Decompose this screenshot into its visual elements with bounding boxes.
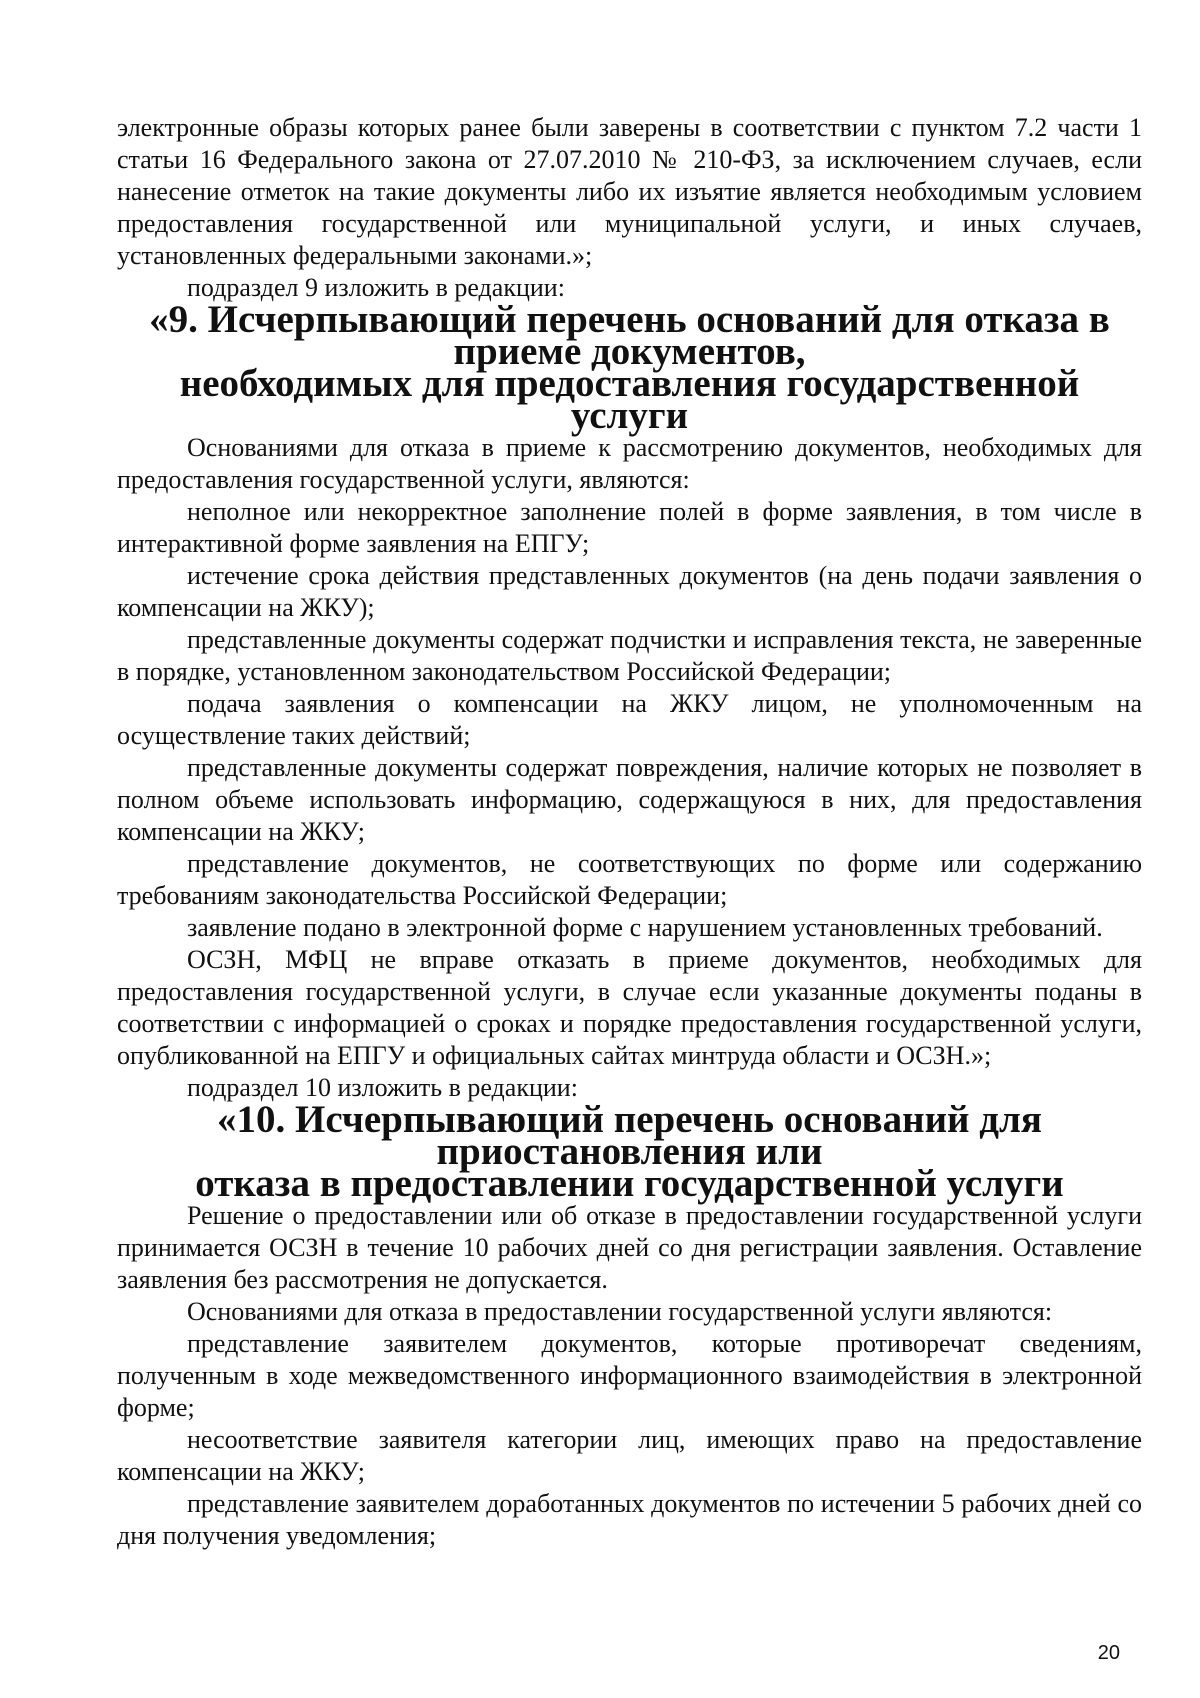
- heading-line: необходимых для предоставления государственной услуги: [179, 362, 1080, 437]
- section-heading-9: [117, 298, 1142, 437]
- paragraph: представленные документы содержат подчистки и исправления текста, не заверенные в порядке, установленном законодательством Российской Федерации;: [117, 625, 1142, 686]
- paragraph: несоответствие заявителя категории лиц, имеющих право на предоставление компенсации на ЖКУ;: [117, 1425, 1142, 1486]
- section-heading-10: [117, 1098, 1142, 1205]
- heading-line: «10. Исчерпывающий перечень оснований для приостановления или: [217, 1098, 1042, 1173]
- paragraph: подраздел 9 изложить в редакции:: [187, 273, 565, 302]
- paragraph: неполное или некорректное заполнение полей в форме заявления, в том числе в интерактивной форме заявления на ЕПГУ;: [117, 497, 1142, 558]
- paragraph: представление документов, не соответствующих по форме или содержанию требованиям законодательства Российской Федерации;: [117, 849, 1142, 910]
- paragraph: ОСЗН, МФЦ не вправе отказать в приеме документов, необходимых для предоставления государственной услуги, в случае если указанные документы поданы в соответствии с информацией о сроках и порядке предоставления государственной услуги, опубликованной на ЕПГУ и официальных сайтах минтруда области и ОСЗН.»;: [117, 945, 1142, 1070]
- document-body: [117, 112, 1142, 1552]
- paragraph: заявление подано в электронной форме с нарушением установленных требований.: [187, 913, 1103, 942]
- paragraph: представленные документы содержат повреждения, наличие которых не позволяет в полном объеме использовать информацию, содержащуюся в них, для предоставления компенсации на ЖКУ;: [117, 753, 1142, 846]
- paragraph: подраздел 10 изложить в редакции:: [187, 1073, 578, 1102]
- heading-line: «9. Исчерпывающий перечень оснований для отказа в приеме документов,: [149, 298, 1110, 373]
- paragraph: представление заявителем доработанных документов по истечении 5 рабочих дней со дня получения уведомления;: [117, 1489, 1142, 1550]
- paragraph: Основаниями для отказа в предоставлении государственной услуги являются:: [187, 1297, 1053, 1326]
- paragraph: электронные образы которых ранее были заверены в соответствии с пунктом 7.2 части 1 статьи 16 Федерального закона от 27.07.2010 № 210-ФЗ, за исключением случаев, если нанесение отметок на такие документы либо их изъятие является необходимым условием предоставления государственной или муниципальной услуги, и иных случаев, установленных федеральными законами.»;: [117, 113, 1142, 270]
- paragraph: представление заявителем документов, которые противоречат сведениям, полученным в ходе межведомственного информационного взаимодействия в электронной форме;: [117, 1329, 1142, 1422]
- paragraph: истечение срока действия представленных документов (на день подачи заявления о компенсации на ЖКУ);: [117, 561, 1142, 622]
- heading-line: отказа в предоставлении государственной услуги: [195, 1162, 1064, 1205]
- page-number: 20: [1097, 1642, 1120, 1664]
- paragraph: Решение о предоставлении или об отказе в предоставлении государственной услуги принимается ОСЗН в течение 10 рабочих дней со дня регистрации заявления. Оставление заявления без рассмотрения не допускается.: [117, 1201, 1142, 1294]
- paragraph: подача заявления о компенсации на ЖКУ лицом, не уполномоченным на осуществление таких действий;: [117, 689, 1142, 750]
- paragraph: Основаниями для отказа в приеме к рассмотрению документов, необходимых для предоставления государственной услуги, являются:: [117, 433, 1142, 494]
